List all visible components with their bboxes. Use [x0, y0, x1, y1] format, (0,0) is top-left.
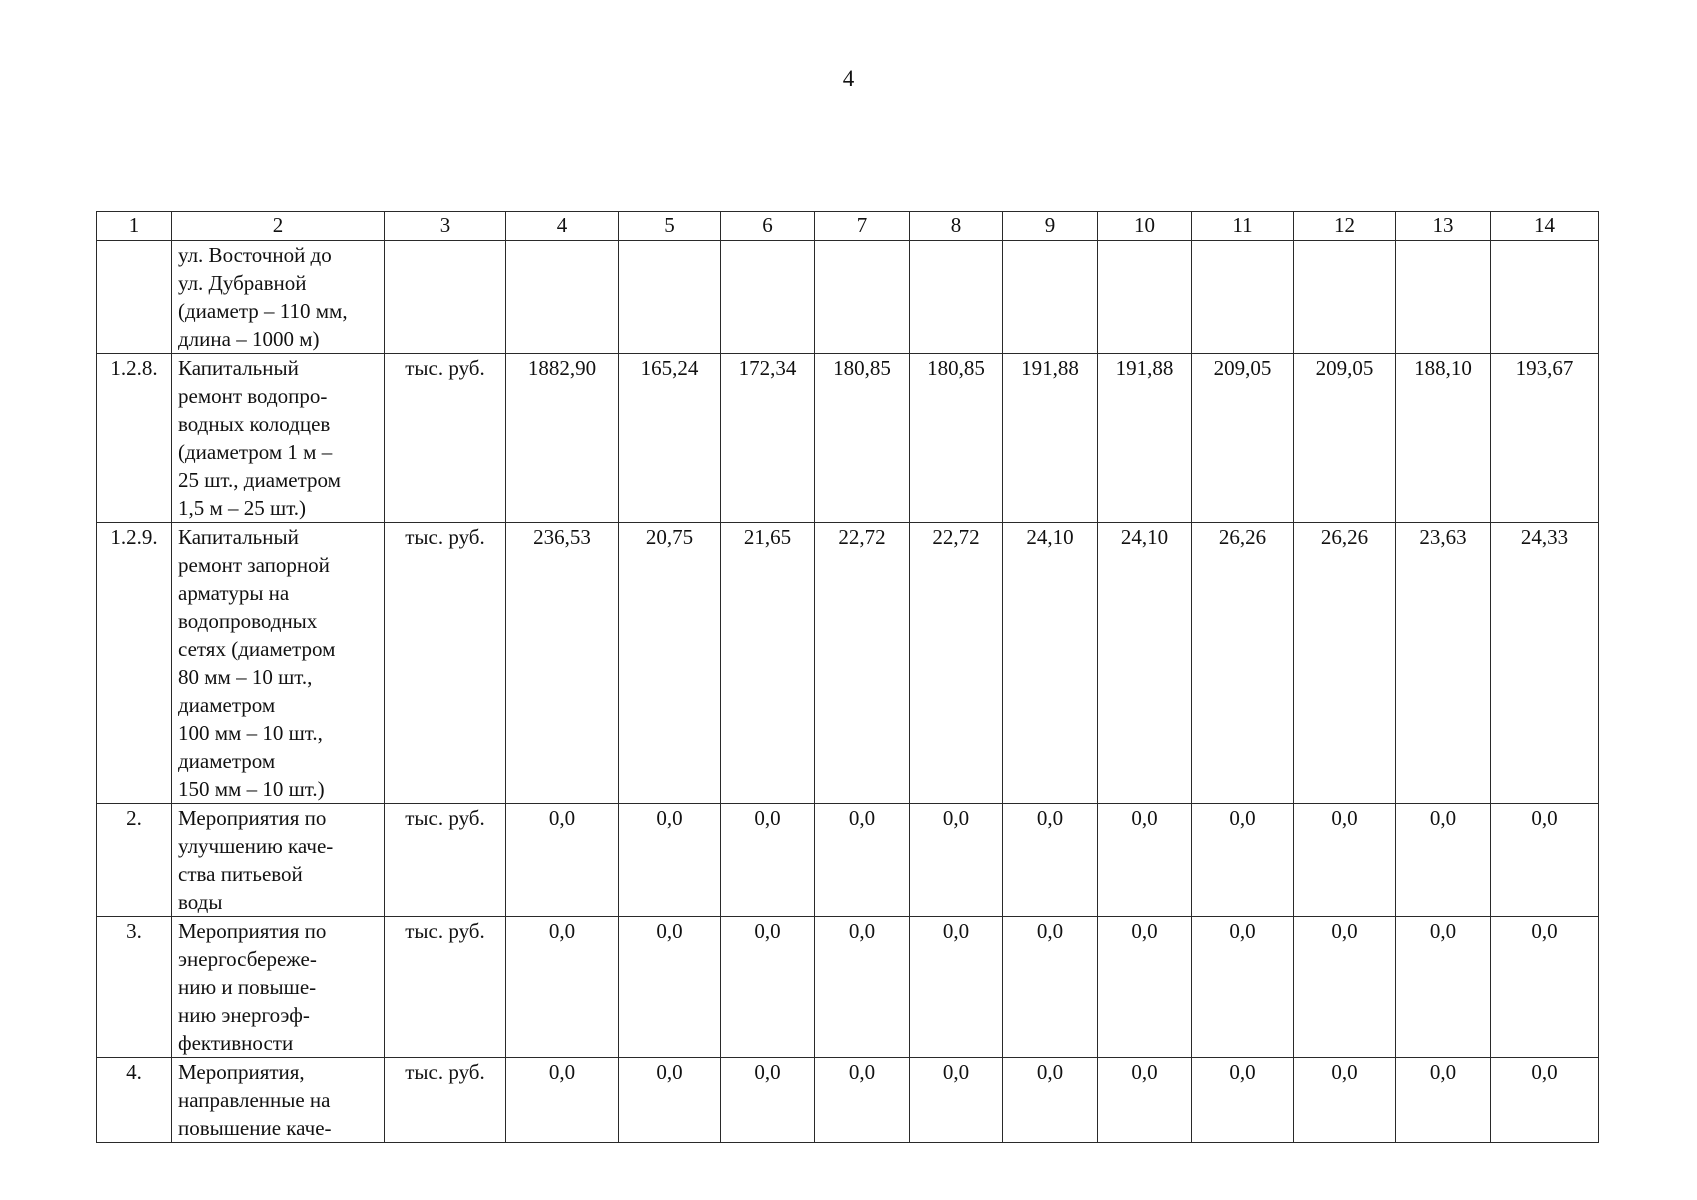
table-row [97, 523, 1599, 804]
value-cell: 0,0 [506, 804, 619, 917]
header-cell: 8 [910, 212, 1003, 241]
value-cell: 236,53 [506, 523, 619, 804]
table-row [97, 241, 1599, 354]
value-cell: 0,0 [1294, 917, 1396, 1058]
value-cell: 0,0 [721, 1058, 815, 1143]
measure-name-line: водопроводных [178, 609, 318, 633]
measure-name-line: Мероприятия по [178, 806, 327, 830]
value-cell: 22,72 [910, 523, 1003, 804]
measure-name-line: нию энергоэф- [178, 1003, 310, 1027]
header-cell: 5 [619, 212, 721, 241]
value-cell [1396, 241, 1491, 354]
measure-name-line: диаметром [178, 749, 276, 773]
measure-name-cell [172, 354, 385, 523]
measure-name-line: 25 шт., диаметром [178, 468, 341, 492]
value-cell: 188,10 [1396, 354, 1491, 523]
measure-name-cell [172, 523, 385, 804]
value-cell: 209,05 [1294, 354, 1396, 523]
header-cell: 12 [1294, 212, 1396, 241]
value-cell: 0,0 [1003, 917, 1098, 1058]
header-cell: 2 [172, 212, 385, 241]
value-cell: 191,88 [1098, 354, 1192, 523]
value-cell: 0,0 [619, 1058, 721, 1143]
value-cell: 209,05 [1192, 354, 1294, 523]
measure-name-line: арматуры на [178, 581, 290, 605]
measure-name-cell [172, 241, 385, 354]
value-cell: 1882,90 [506, 354, 619, 523]
value-cell [619, 241, 721, 354]
table-row [97, 354, 1599, 523]
measure-name-line: водных колодцев [178, 412, 331, 436]
value-cell: 22,72 [815, 523, 910, 804]
measure-name-line: 150 мм – 10 шт.) [178, 777, 325, 801]
value-cell [815, 241, 910, 354]
value-cell: 0,0 [1396, 1058, 1491, 1143]
value-cell: 0,0 [619, 917, 721, 1058]
measure-name-cell [172, 1058, 385, 1143]
header-cell: 7 [815, 212, 910, 241]
measure-name-line: Мероприятия, [178, 1060, 305, 1084]
value-cell: 0,0 [1098, 917, 1192, 1058]
header-row [97, 212, 1599, 241]
value-cell: 180,85 [815, 354, 910, 523]
measure-name-line: Мероприятия по [178, 919, 327, 943]
row-number-cell [97, 241, 172, 354]
value-cell: 0,0 [1192, 804, 1294, 917]
header-cell: 14 [1491, 212, 1599, 241]
measure-name-line: сетях (диаметром [178, 637, 336, 661]
measure-name-line: Капитальный [178, 525, 299, 549]
unit-cell: тыс. руб. [385, 354, 506, 523]
value-cell: 0,0 [1098, 804, 1192, 917]
value-cell: 21,65 [721, 523, 815, 804]
value-cell: 0,0 [815, 804, 910, 917]
value-cell [1294, 241, 1396, 354]
value-cell: 0,0 [1294, 1058, 1396, 1143]
page-number: 4 [842, 66, 855, 91]
value-cell: 180,85 [910, 354, 1003, 523]
header-cell: 13 [1396, 212, 1491, 241]
measure-name-line: диаметром [178, 693, 276, 717]
header-cell: 11 [1192, 212, 1294, 241]
measure-name-line: воды [178, 890, 223, 914]
value-cell: 0,0 [1098, 1058, 1192, 1143]
measure-name-line: ремонт запорной [178, 553, 330, 577]
measure-name-line: нию и повыше- [178, 975, 317, 999]
measure-name-line: повышение каче- [178, 1116, 332, 1140]
measure-name-line: Капитальный [178, 356, 299, 380]
value-cell: 0,0 [1003, 804, 1098, 917]
header-cell: 3 [385, 212, 506, 241]
unit-cell: тыс. руб. [385, 1058, 506, 1143]
row-number-cell: 2. [97, 804, 172, 917]
value-cell [1098, 241, 1192, 354]
measure-name-cell [172, 917, 385, 1058]
value-cell: 26,26 [1192, 523, 1294, 804]
value-cell [1491, 241, 1599, 354]
row-number-cell: 3. [97, 917, 172, 1058]
header-cell: 4 [506, 212, 619, 241]
unit-cell [385, 241, 506, 354]
value-cell: 0,0 [1491, 917, 1599, 1058]
table-row [97, 1058, 1599, 1143]
measure-name-line: ства питьевой [178, 862, 303, 886]
value-cell: 0,0 [721, 804, 815, 917]
value-cell: 0,0 [1192, 1058, 1294, 1143]
table-body [97, 212, 1599, 1143]
value-cell: 0,0 [910, 1058, 1003, 1143]
header-cell: 9 [1003, 212, 1098, 241]
value-cell: 0,0 [815, 917, 910, 1058]
value-cell: 0,0 [910, 917, 1003, 1058]
header-cell: 10 [1098, 212, 1192, 241]
value-cell: 24,10 [1098, 523, 1192, 804]
value-cell: 0,0 [815, 1058, 910, 1143]
measure-name-line: ул. Дубравной [178, 271, 307, 295]
unit-cell: тыс. руб. [385, 804, 506, 917]
measure-name-line: 1,5 м – 25 шт.) [178, 496, 307, 520]
value-cell [1192, 241, 1294, 354]
measure-name-cell [172, 804, 385, 917]
measure-name-line: длина – 1000 м) [178, 327, 320, 351]
value-cell: 0,0 [910, 804, 1003, 917]
value-cell: 0,0 [1396, 917, 1491, 1058]
value-cell: 24,10 [1003, 523, 1098, 804]
measure-name-line: ул. Восточной до [178, 243, 332, 267]
unit-cell: тыс. руб. [385, 523, 506, 804]
measure-name-line: фективности [178, 1031, 294, 1055]
row-number-cell: 1.2.8. [97, 354, 172, 523]
measure-name-line: энергосбереже- [178, 947, 317, 971]
value-cell: 172,34 [721, 354, 815, 523]
row-number-cell: 1.2.9. [97, 523, 172, 804]
value-cell: 0,0 [506, 1058, 619, 1143]
value-cell: 165,24 [619, 354, 721, 523]
header-cell: 1 [97, 212, 172, 241]
value-cell: 0,0 [1491, 804, 1599, 917]
value-cell: 0,0 [619, 804, 721, 917]
value-cell: 24,33 [1491, 523, 1599, 804]
value-cell: 0,0 [721, 917, 815, 1058]
value-cell [506, 241, 619, 354]
value-cell: 191,88 [1003, 354, 1098, 523]
value-cell: 193,67 [1491, 354, 1599, 523]
value-cell: 0,0 [1003, 1058, 1098, 1143]
value-cell: 23,63 [1396, 523, 1491, 804]
value-cell: 0,0 [1491, 1058, 1599, 1143]
value-cell [721, 241, 815, 354]
measure-name-line: 80 мм – 10 шт., [178, 665, 313, 689]
value-cell [1003, 241, 1098, 354]
unit-cell: тыс. руб. [385, 917, 506, 1058]
value-cell: 26,26 [1294, 523, 1396, 804]
value-cell: 0,0 [1192, 917, 1294, 1058]
measure-name-line: улучшению каче- [178, 834, 334, 858]
measure-name-line: (диаметром 1 м – [178, 440, 333, 464]
table-row [97, 917, 1599, 1058]
row-number-cell: 4. [97, 1058, 172, 1143]
measure-name-line: (диаметр – 110 мм, [178, 299, 348, 323]
value-cell [910, 241, 1003, 354]
value-cell: 0,0 [1294, 804, 1396, 917]
value-cell: 0,0 [506, 917, 619, 1058]
value-cell: 0,0 [1396, 804, 1491, 917]
measure-name-line: ремонт водопро- [178, 384, 328, 408]
investment-table [96, 211, 1599, 1143]
measure-name-line: направленные на [178, 1088, 331, 1112]
table-row [97, 804, 1599, 917]
measure-name-line: 100 мм – 10 шт., [178, 721, 323, 745]
value-cell: 20,75 [619, 523, 721, 804]
header-cell: 6 [721, 212, 815, 241]
